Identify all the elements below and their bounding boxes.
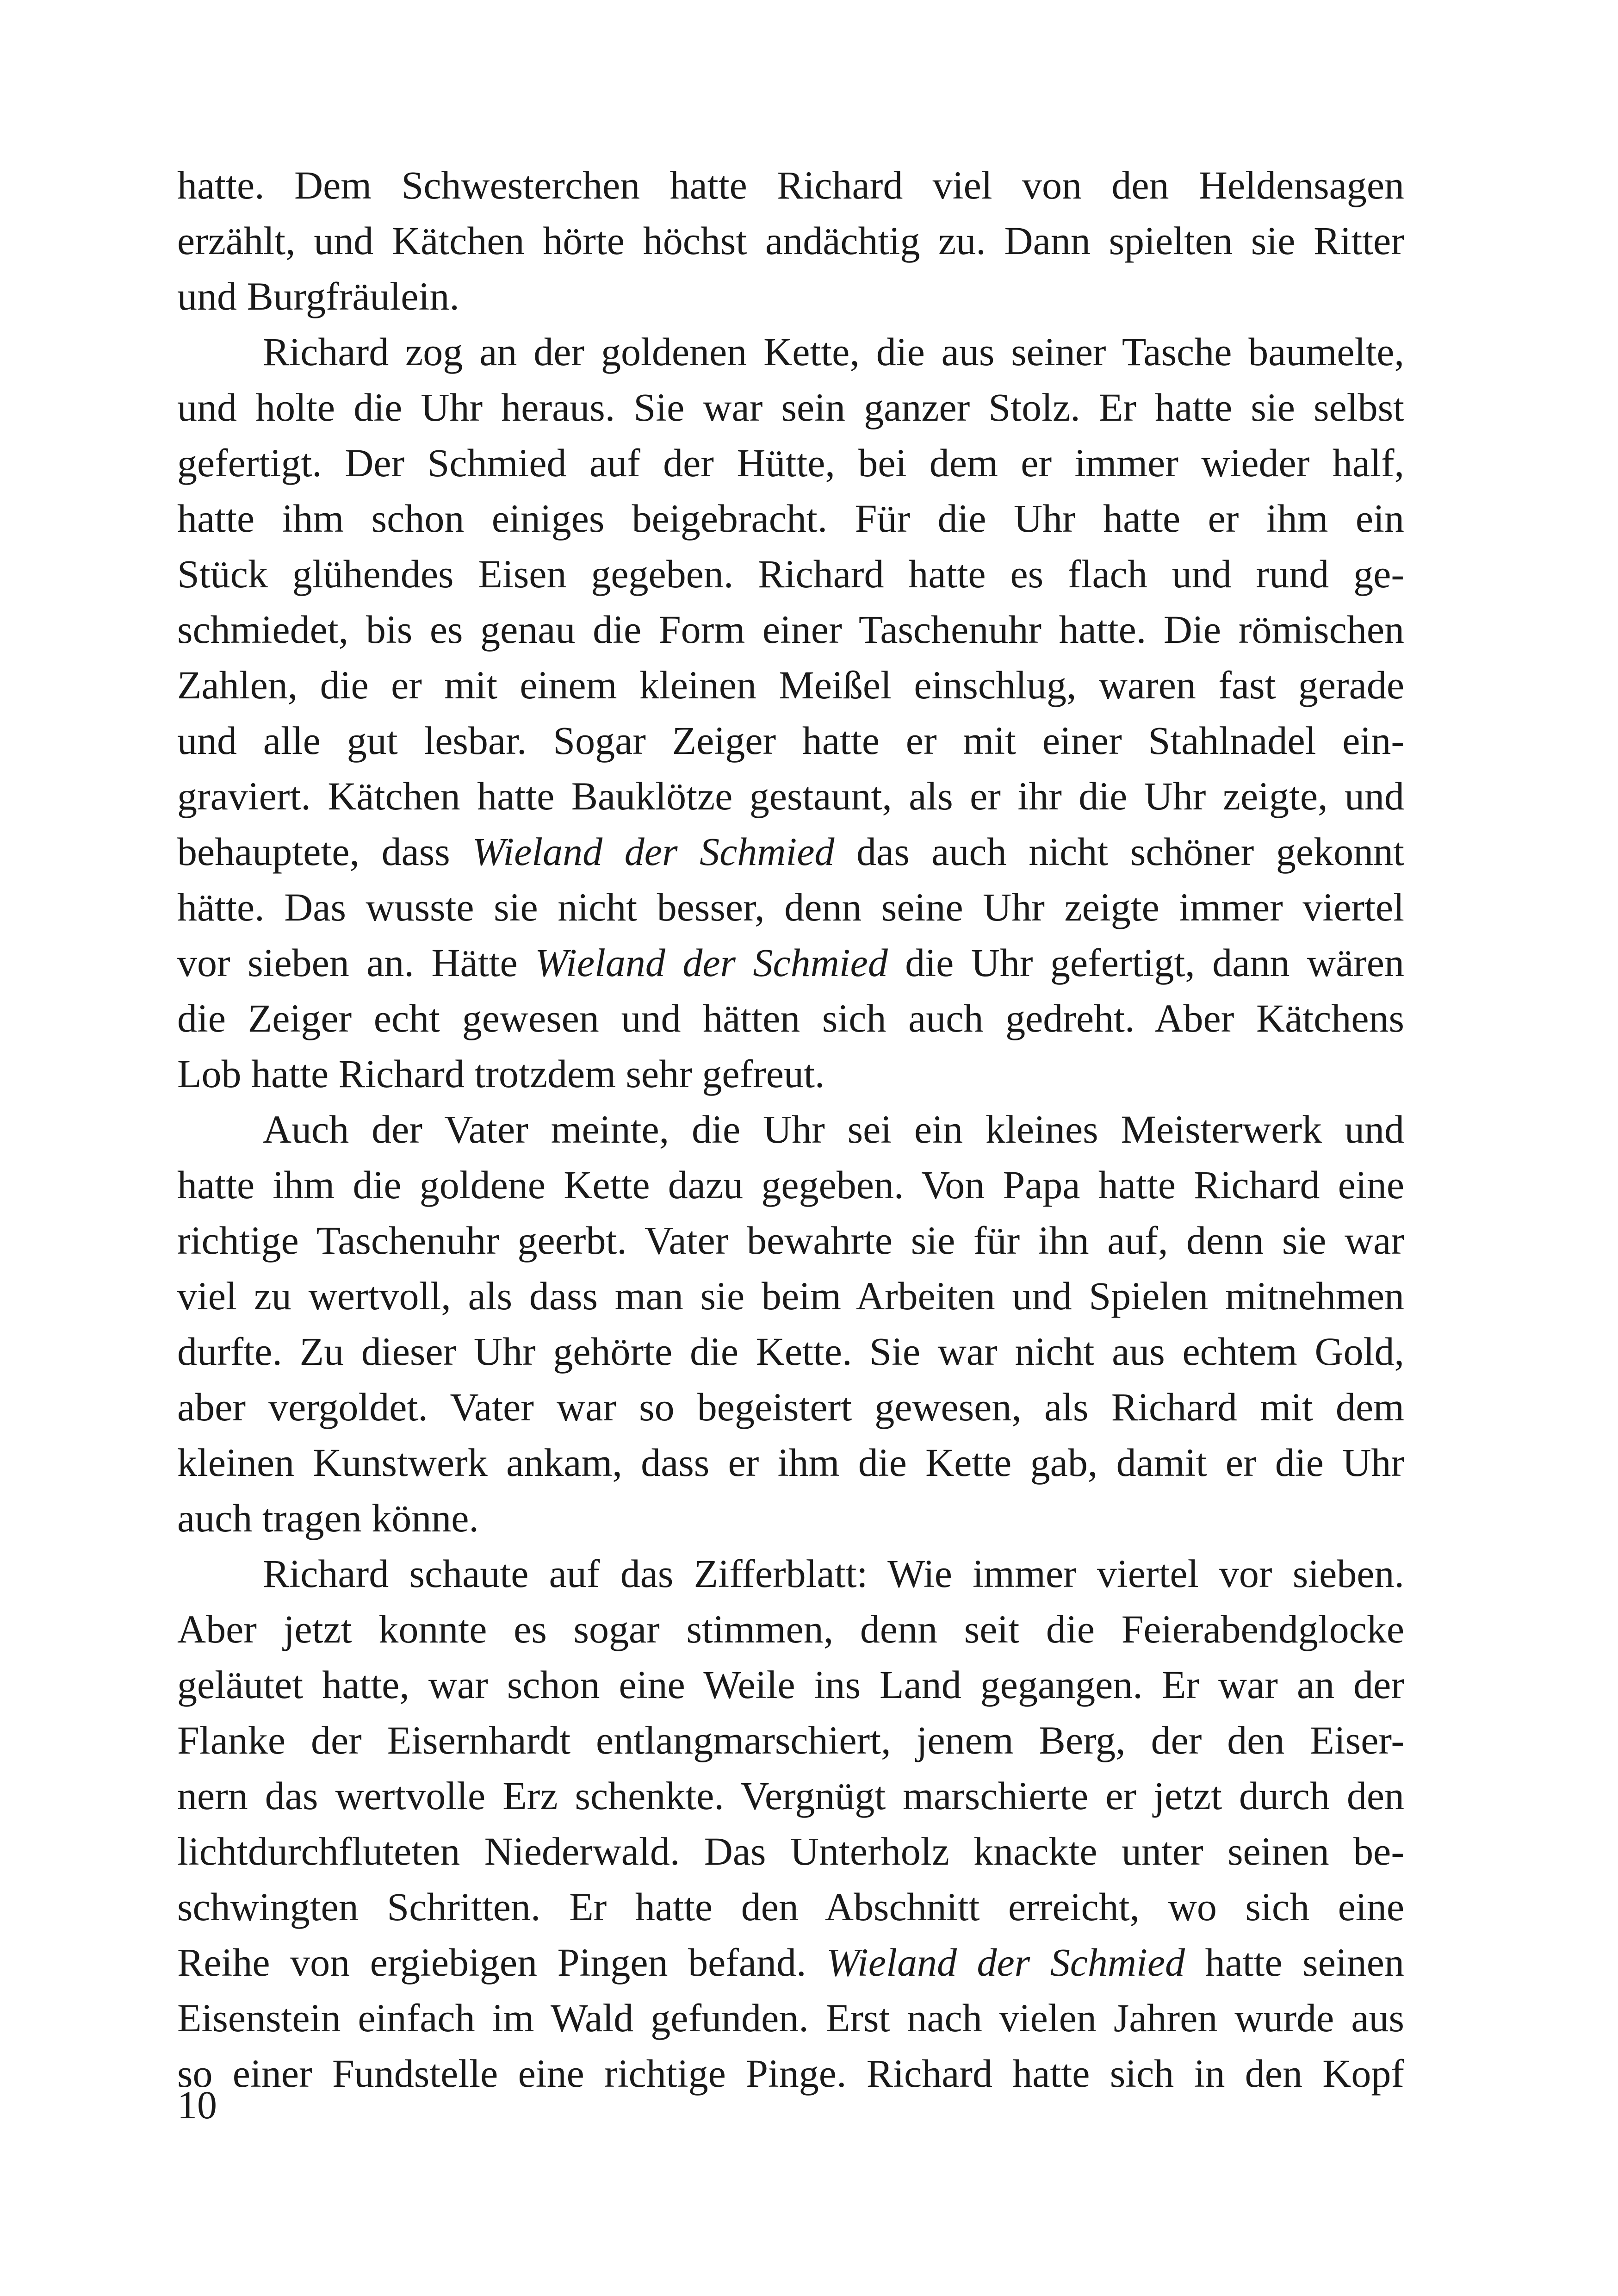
text-line: richtige Taschenuhr geerbt. Vater bewahrte sie für ihn auf, denn sie war <box>177 1218 1404 1263</box>
page-number: 10 <box>177 2083 217 2127</box>
text-segment: die Uhr gefertigt, dann wären <box>887 940 1404 985</box>
text-line: hätte. Das wusste sie nicht besser, denn seine Uhr zeigte immer viertel <box>177 885 1404 929</box>
paragraph-first-line: Richard zog an der goldenen Kette, die aus seiner Tasche baumelte, <box>263 330 1404 374</box>
text-line: erzählt, und Kätchen hörte höchst andächtig zu. Dann spielten sie Ritter <box>177 218 1404 263</box>
text-line: Zahlen, die er mit einem kleinen Meißel einschlug, waren fast gerade <box>177 663 1404 707</box>
text-line: Stück glühendes Eisen gegeben. Richard hatte es flach und rund ge- <box>177 552 1404 596</box>
text-line: lichtdurchfluteten Niederwald. Das Unterholz knackte unter seinen be- <box>177 1829 1404 1873</box>
text-line: schmiedet, bis es genau die Form einer Taschenuhr hatte. Die römischen <box>177 607 1404 652</box>
italic-title: Wieland der Schmied <box>472 829 835 874</box>
text-line: hatte. Dem Schwesterchen hatte Richard viel von den Heldensagen <box>177 163 1404 207</box>
text-line: Flanke der Eisernhardt entlangmarschiert, jenem Berg, der den Eiser- <box>177 1718 1404 1762</box>
text-line: und holte die Uhr heraus. Sie war sein ganzer Stolz. Er hatte sie selbst <box>177 385 1404 429</box>
text-line: graviert. Kätchen hatte Bauklötze gestaunt, als er ihr die Uhr zeigte, und <box>177 774 1404 818</box>
text-segment: hatte seinen <box>1185 1940 1404 1985</box>
text-line: die Zeiger echt gewesen und hätten sich auch gedreht. Aber Kätchens <box>177 996 1404 1040</box>
text-line <box>177 1935 1404 1990</box>
text-line: viel zu wertvoll, als dass man sie beim Arbeiten und Spielen mitnehmen <box>177 1274 1404 1318</box>
text-line: aber vergoldet. Vater war so begeistert gewesen, als Richard mit dem <box>177 1385 1404 1429</box>
paragraph-first-line: Richard schaute auf das Zifferblatt: Wie immer viertel vor sieben. <box>263 1551 1404 1596</box>
text-line: kleinen Kunstwerk ankam, dass er ihm die Kette gab, damit er die Uhr <box>177 1440 1404 1485</box>
text-line: schwingten Schritten. Er hatte den Abschnitt erreicht, wo sich eine <box>177 1885 1404 1929</box>
text-segment: Reihe von ergiebigen Pingen befand. <box>177 1940 827 1985</box>
text-line: und alle gut lesbar. Sogar Zeiger hatte er mit einer Stahlnadel ein- <box>177 718 1404 763</box>
text-segment: vor sieben an. Hätte <box>177 940 535 985</box>
text-segment: behauptete, dass <box>177 829 472 874</box>
text-line: Aber jetzt konnte es sogar stimmen, denn seit die Feierabendglocke <box>177 1607 1404 1651</box>
text-line <box>177 824 1404 879</box>
text-line: nern das wertvolle Erz schenkte. Vergnügt marschierte er jetzt durch den <box>177 1773 1404 1818</box>
text-line: und Burgfräulein. <box>177 274 459 318</box>
paragraph-first-line: Auch der Vater meinte, die Uhr sei ein kleines Meisterwerk und <box>263 1107 1404 1151</box>
text-line: auch tragen könne. <box>177 1496 479 1540</box>
text-line: gefertigt. Der Schmied auf der Hütte, bei dem er immer wieder half, <box>177 441 1404 485</box>
text-segment: das auch nicht schöner gekonnt <box>834 829 1404 874</box>
text-line: Eisenstein einfach im Wald gefunden. Erst nach vielen Jahren wurde aus <box>177 1996 1404 2040</box>
text-line: Lob hatte Richard trotzdem sehr gefreut. <box>177 1052 825 1096</box>
text-line: so einer Fundstelle eine richtige Pinge. Richard hatte sich in den Kopf <box>177 2051 1404 2096</box>
text-line: hatte ihm schon einiges beigebracht. Für die Uhr hatte er ihm ein <box>177 496 1404 541</box>
text-line <box>177 935 1404 990</box>
text-line: durfte. Zu dieser Uhr gehörte die Kette. Sie war nicht aus echtem Gold, <box>177 1329 1404 1374</box>
italic-title: Wieland der Schmied <box>826 1940 1185 1985</box>
text-line: hatte ihm die goldene Kette dazu gegeben. Von Papa hatte Richard eine <box>177 1163 1404 1207</box>
text-line: geläutet hatte, war schon eine Weile ins Land gegangen. Er war an der <box>177 1662 1404 1707</box>
italic-title: Wieland der Schmied <box>535 940 888 985</box>
